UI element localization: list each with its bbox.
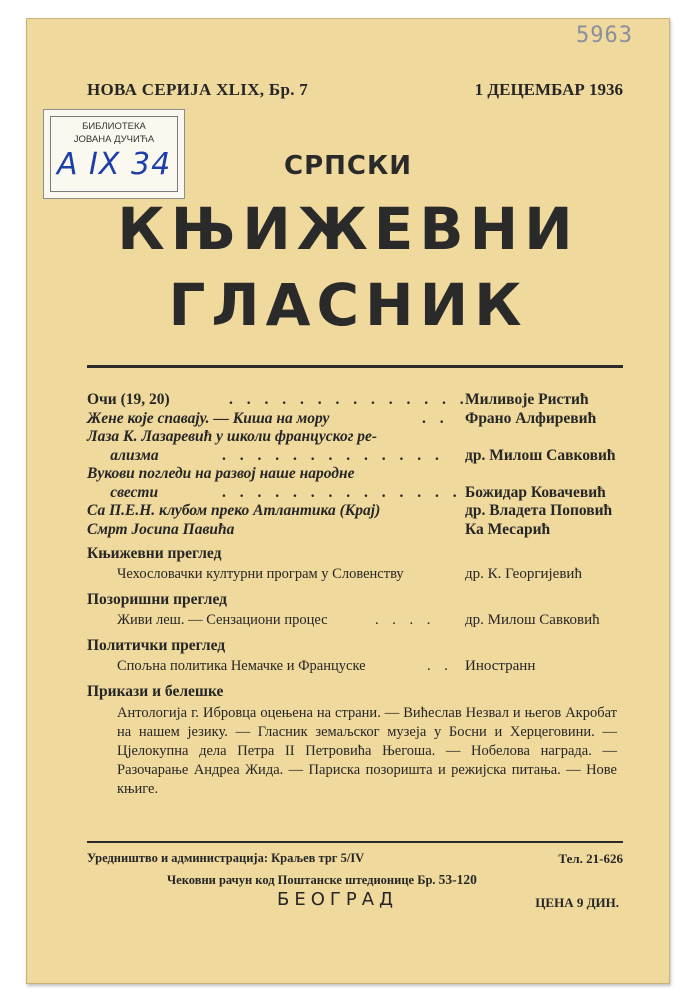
toc-title: Вукови погледи на развој наше народне [87, 465, 355, 482]
toc-row [87, 447, 627, 466]
notes-paragraph: Антологија г. Ибровца оцењена на страни. — Вићеслав Незвал и његов Акробат на нашем језику. — Гласник земаљског музеја у Босни и Херцеговини. — Цјелокупна дела Петра II Петровића Његоша. — Нобелова награда. — Разочарање Андреа Жида. — Париска позоришта и режијска питања. — Нове књиге. [117, 705, 617, 797]
title-line-2: ГЛАСНИК [168, 271, 528, 339]
section-item [87, 566, 627, 585]
city: БЕОГРАД [277, 889, 399, 910]
bottom-rule [87, 841, 623, 843]
stamp-line-1: БИБЛИОТЕКА [82, 121, 146, 132]
top-rule [87, 365, 623, 368]
series-info: НОВА СЕРИЈА XLIX, Бр. 7 [87, 80, 309, 99]
stamp-shelfmark: A IX 34 [57, 147, 172, 182]
toc-row [87, 502, 627, 521]
toc-author: др. Милош Савковић [465, 446, 616, 464]
section-item-title: Чехословачки културни програм у Словенству [117, 566, 404, 582]
section-item-title: Живи леш. — Сензациони процес [117, 612, 328, 628]
section-item-leader: . . . . [375, 612, 436, 628]
toc-author: Франо Алфиревић [465, 409, 597, 427]
toc-leader: . . . . . . . . . . . . . . [229, 391, 469, 408]
title-prefix: СРПСКИ [284, 151, 412, 181]
section-item [87, 612, 627, 631]
toc-title: Очи (19, 20) [87, 391, 170, 408]
toc-leader: . . . . . . . . . . . . . [222, 446, 444, 464]
toc-row [87, 465, 627, 484]
toc-leader: . . . . . . . . . . . . . . [222, 483, 462, 501]
toc-row [87, 484, 627, 503]
toc-author: др. Владета Поповић [465, 502, 613, 519]
toc-row [87, 391, 627, 410]
telephone: Тел. 21-626 [558, 851, 623, 866]
section-item-author: др. К. Георгијевић [465, 566, 582, 582]
archive-number: 5963 [576, 23, 633, 48]
toc-leader: . . [422, 409, 449, 427]
section-heading-review: Књижевни преглед [87, 545, 222, 562]
toc-title: ализма [87, 446, 159, 464]
magazine-cover [26, 18, 670, 984]
toc-author: Миливоје Ристић [465, 391, 589, 408]
section-item-title: Спољна политика Немачке и Француске [117, 658, 366, 674]
account-number: 53-120 [438, 872, 477, 887]
section-item [87, 658, 627, 677]
toc-title: Жене које спавају. — Киша на мору [87, 409, 330, 427]
title-line-1: КЊИЖЕВНИ [117, 195, 579, 263]
account-line [167, 872, 477, 888]
toc-title: Смрт Јосипа Павића [87, 520, 235, 538]
issue-date: 1 ДЕЦЕМБАР 1936 [474, 80, 623, 99]
section-item-leader: . . [427, 658, 453, 674]
toc-row [87, 521, 627, 540]
toc-author: Божидар Ковачевић [465, 483, 606, 501]
admin-address: Уредништво и администрација: Краљев трг 5/IV [87, 851, 365, 865]
section-item-author: Иностранн [465, 658, 536, 674]
price: ЦЕНА 9 ДИН. [535, 895, 619, 910]
toc-author: Ка Месарић [465, 520, 551, 538]
section-heading-politics: Политички преглед [87, 637, 226, 654]
section-heading-notes: Прикази и белешке [87, 683, 224, 700]
section-item-author: др. Милош Савковић [465, 612, 600, 628]
toc-title: Са П.Е.Н. клубом преко Атлантика (Крај) [87, 502, 381, 519]
stamp-line-2: ЈОВАНА ДУЧИЋА [73, 134, 155, 145]
toc-row [87, 428, 627, 447]
toc-row [87, 410, 627, 429]
account-label: Чековни рачун код Поштанске штедионице Бр. [167, 873, 436, 887]
section-heading-theatre: Позоришни преглед [87, 591, 227, 608]
toc-title: свести [87, 483, 159, 501]
toc-title: Лаза К. Лазаревић у школи француског ре- [87, 428, 378, 445]
table-of-contents [87, 391, 627, 799]
